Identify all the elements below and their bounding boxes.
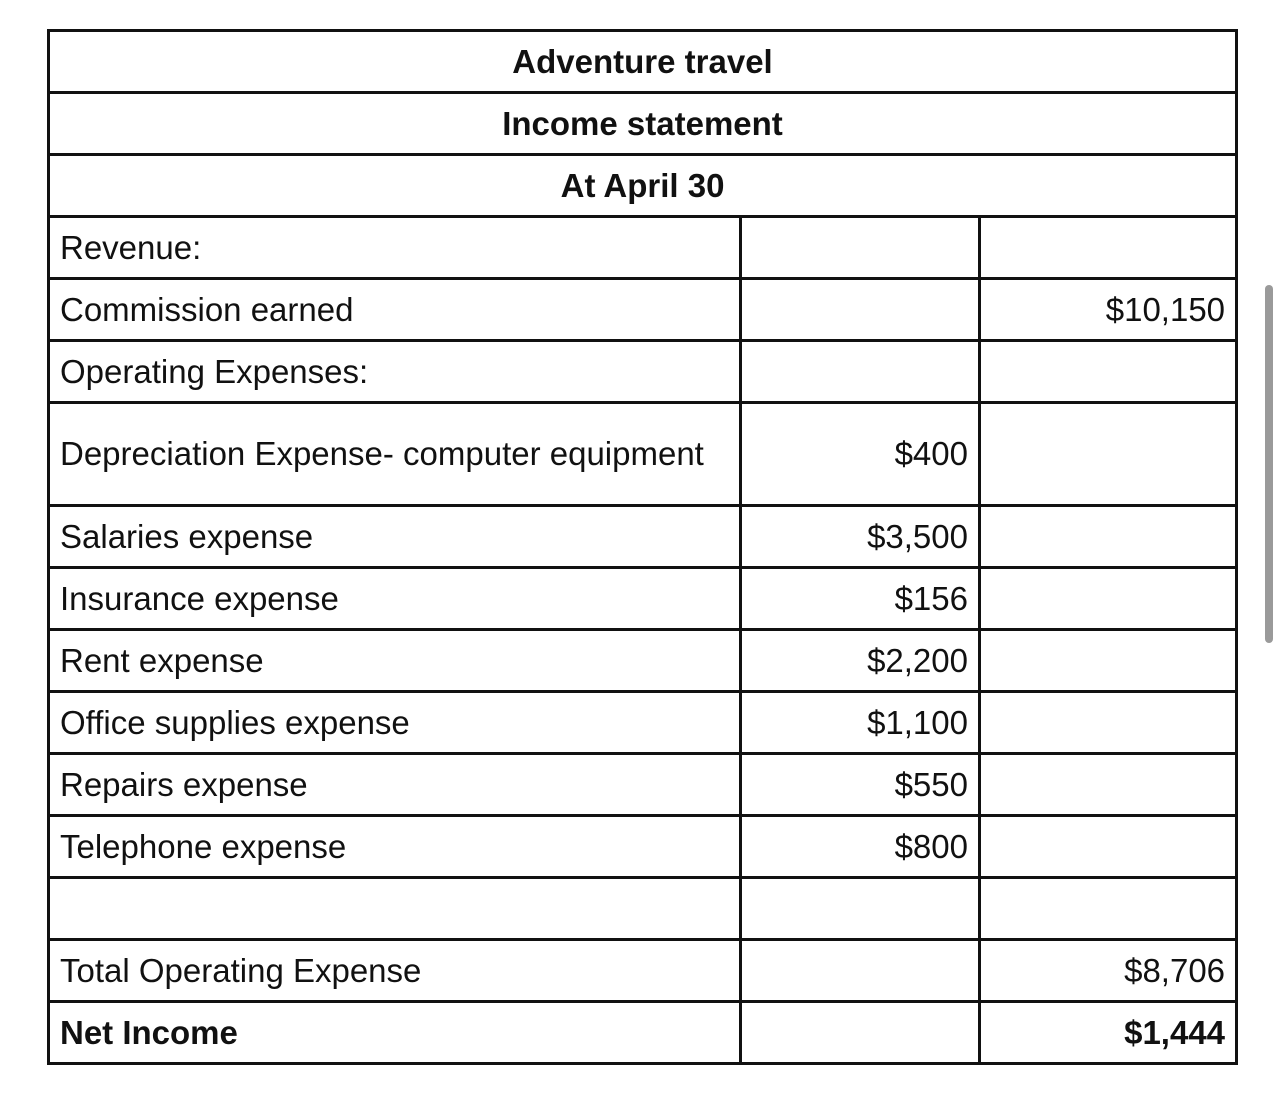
total-cell[interactable]	[980, 630, 1237, 692]
amount-cell[interactable]: $400	[741, 403, 980, 506]
table-row-operating-expenses	[49, 341, 1237, 403]
amount-cell[interactable]	[741, 878, 980, 940]
company-name: Adventure travel	[49, 31, 1237, 93]
row-label: Depreciation Expense- computer equipment	[49, 403, 741, 506]
vertical-scrollbar[interactable]	[1265, 285, 1273, 643]
table-row-blank	[49, 878, 1237, 940]
total-cell[interactable]	[980, 341, 1237, 403]
table-row-net-income	[49, 1002, 1237, 1064]
row-label: Insurance expense	[49, 568, 741, 630]
table-row-rent	[49, 630, 1237, 692]
table-row-salaries	[49, 506, 1237, 568]
row-label: Telephone expense	[49, 816, 741, 878]
header-row-statement	[49, 93, 1237, 155]
row-label: Office supplies expense	[49, 692, 741, 754]
amount-cell[interactable]	[741, 279, 980, 341]
total-cell[interactable]	[980, 506, 1237, 568]
table-row-revenue	[49, 217, 1237, 279]
amount-cell[interactable]: $550	[741, 754, 980, 816]
amount-cell[interactable]	[741, 940, 980, 1002]
total-cell[interactable]: $8,706	[980, 940, 1237, 1002]
table-row-depreciation	[49, 403, 1237, 506]
total-cell[interactable]	[980, 568, 1237, 630]
amount-cell[interactable]: $3,500	[741, 506, 980, 568]
row-label: Salaries expense	[49, 506, 741, 568]
table-row-repairs	[49, 754, 1237, 816]
row-label: Repairs expense	[49, 754, 741, 816]
total-cell[interactable]	[980, 403, 1237, 506]
header-row-company	[49, 31, 1237, 93]
table-row-total-operating-expense	[49, 940, 1237, 1002]
amount-cell[interactable]: $2,200	[741, 630, 980, 692]
row-label[interactable]	[49, 878, 741, 940]
row-label: Commission earned	[49, 279, 741, 341]
amount-cell[interactable]	[741, 217, 980, 279]
row-label: Revenue:	[49, 217, 741, 279]
total-cell[interactable]	[980, 816, 1237, 878]
income-statement-table	[47, 29, 1238, 1065]
total-cell[interactable]	[980, 217, 1237, 279]
amount-cell[interactable]: $156	[741, 568, 980, 630]
statement-period: At April 30	[49, 155, 1237, 217]
table-row-office-supplies	[49, 692, 1237, 754]
statement-title: Income statement	[49, 93, 1237, 155]
total-cell[interactable]	[980, 754, 1237, 816]
total-cell[interactable]	[980, 692, 1237, 754]
table-row-insurance	[49, 568, 1237, 630]
row-label: Operating Expenses:	[49, 341, 741, 403]
amount-cell[interactable]: $1,100	[741, 692, 980, 754]
amount-cell[interactable]: $800	[741, 816, 980, 878]
table-row-telephone	[49, 816, 1237, 878]
table-row-commission-earned	[49, 279, 1237, 341]
header-row-period	[49, 155, 1237, 217]
row-label: Total Operating Expense	[49, 940, 741, 1002]
row-label: Net Income	[49, 1002, 741, 1064]
row-label: Rent expense	[49, 630, 741, 692]
amount-cell[interactable]	[741, 341, 980, 403]
total-cell[interactable]: $1,444	[980, 1002, 1237, 1064]
total-cell[interactable]: $10,150	[980, 279, 1237, 341]
amount-cell[interactable]	[741, 1002, 980, 1064]
total-cell[interactable]	[980, 878, 1237, 940]
